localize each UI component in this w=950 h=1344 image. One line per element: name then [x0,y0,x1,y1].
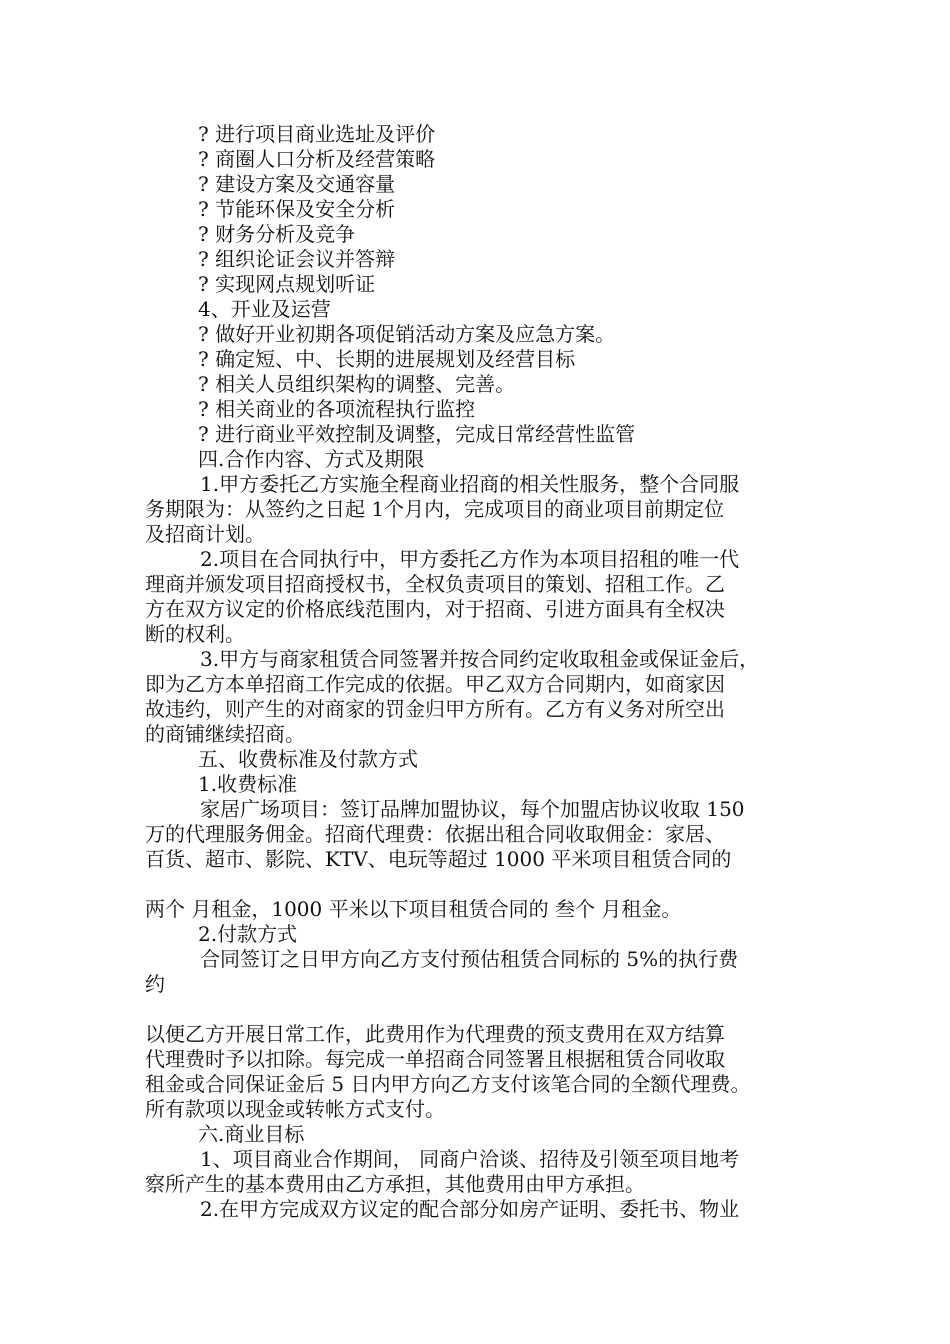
list-item: ? 财务分析及竞争 [198,222,356,246]
paragraph-line: 理商并颁发项目招商授权书，全权负责项目的策划、招租工作。乙 [145,572,725,596]
paragraph-line: 合同签订之日甲方向乙方支付预估租赁合同标的 5%的执行费 [200,947,739,971]
blank-line [145,872,810,897]
list-item: ? 做好开业初期各项促销活动方案及应急方案。 [198,322,616,346]
paragraph-line: 察所产生的基本费用由乙方承担，其他费用由甲方承担。 [145,1172,645,1196]
paragraph-line: 的商铺继续招商。 [145,722,305,746]
paragraph-line: 2.在甲方完成双方议定的配合部分如房产证明、委托书、物业 [200,1197,740,1221]
paragraph-line: 3.甲方与商家租赁合同签署并按合同约定收取租金或保证金后， [200,647,760,671]
subheading-payment-method: 2.付款方式 [198,922,298,946]
paragraph-line: 即为乙方本单招商工作完成的依据。甲乙双方合同期内，如商家因 [145,672,725,696]
paragraph-line: 及招商计划。 [145,522,265,546]
paragraph-line: 方在双方议定的价格底线范围内，对于招商、引进方面具有全权决 [145,597,725,621]
paragraph-line: 1、项目商业合作期间， 同商户洽谈、招待及引领至项目地考 [200,1147,740,1171]
paragraph-line: 家居广场项目：签订品牌加盟协议，每个加盟店协议收取 150 [200,797,745,821]
paragraph-line: 租金或合同保证金后 5 日内甲方向乙方支付该笔合同的全额代理费。 [145,1072,751,1096]
paragraph-line: 1.甲方委托乙方实施全程商业招商的相关性服务，整个合同服 [200,472,740,496]
paragraph-line: 两个 月租金，1000 平米以下项目租赁合同的 叁个 月租金。 [145,897,682,921]
blank-line [145,997,810,1022]
list-item: ? 节能环保及安全分析 [198,197,396,221]
document-body [145,122,810,1222]
list-item: ? 进行项目商业选址及评价 [198,122,436,146]
paragraph-line: 百货、超市、影院、KTV、电玩等超过 1000 平米项目租赁合同的 [145,847,732,871]
section-heading-business-goals: 六.商业目标 [198,1122,305,1146]
paragraph-line: 代理费时予以扣除。每完成一单招商合同签署且根据租赁合同收取 [145,1047,725,1071]
paragraph-line: 万的代理服务佣金。招商代理费：依据出租合同收取佣金：家居、 [145,822,725,846]
paragraph-line: 断的权利。 [145,622,245,646]
paragraph-line: 务期限为：从签约之日起 1个月内，完成项目的商业项目前期定位 [145,497,725,521]
subheading-fee-standard: 1.收费标准 [198,772,298,796]
paragraph-line: 约 [145,972,165,996]
section-heading-cooperation: 四.合作内容、方式及期限 [198,447,425,471]
list-item: ? 进行商业平效控制及调整，完成日常经营性监管 [198,422,636,446]
list-item: ? 商圈人口分析及经营策略 [198,147,436,171]
paragraph-line: 故违约，则产生的对商家的罚金归甲方所有。乙方有义务对所空出 [145,697,725,721]
list-item: ? 确定短、中、长期的进展规划及经营目标 [198,347,576,371]
list-item: ? 建设方案及交通容量 [198,172,396,196]
section-heading-fees: 五、收费标准及付款方式 [198,747,418,771]
subheading-opening: 4、开业及运营 [198,297,331,321]
list-item: ? 组织论证会议并答辩 [198,247,396,271]
list-item: ? 相关人员组织架构的调整、完善。 [198,372,516,396]
list-item: ? 相关商业的各项流程执行监控 [198,397,476,421]
list-item: ? 实现网点规划听证 [198,272,376,296]
paragraph-line: 2.项目在合同执行中，甲方委托乙方作为本项目招租的唯一代 [200,547,740,571]
paragraph-line: 所有款项以现金或转帐方式支付。 [145,1097,445,1121]
paragraph-line: 以便乙方开展日常工作，此费用作为代理费的预支费用在双方结算 [145,1022,725,1046]
